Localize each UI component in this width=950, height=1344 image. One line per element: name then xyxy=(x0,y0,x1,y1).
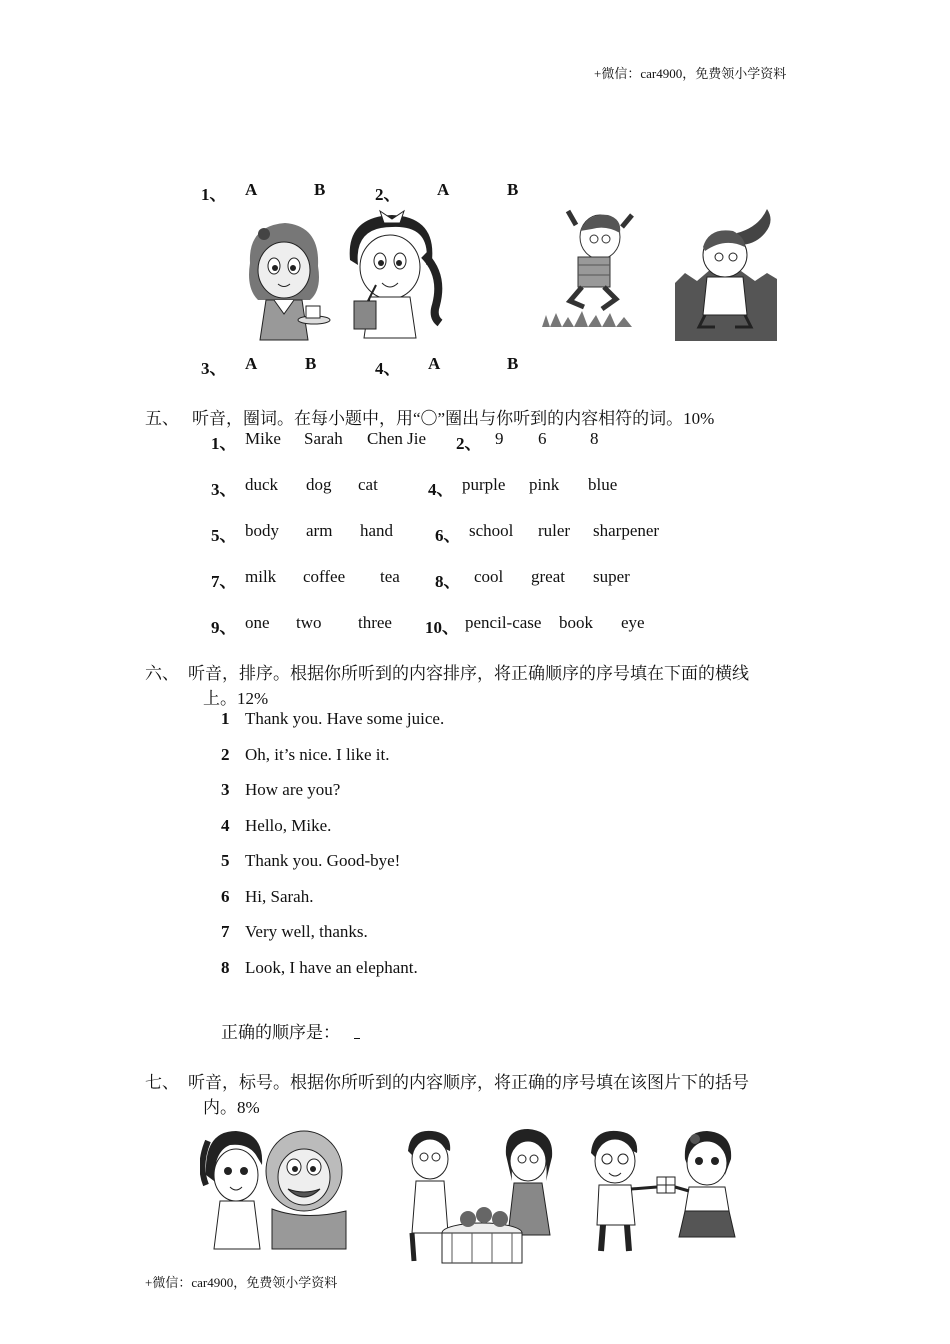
item-number: 2、 xyxy=(456,434,482,453)
word: coffee xyxy=(303,567,346,586)
word: Mike xyxy=(245,429,281,448)
sentence-number: 8 xyxy=(221,958,230,977)
word: eye xyxy=(621,613,645,632)
word: three xyxy=(358,613,392,632)
girl-with-juice-picture xyxy=(340,205,452,340)
section-6-number: 六、 xyxy=(145,664,179,683)
word: tea xyxy=(380,567,400,586)
word: cool xyxy=(474,567,504,586)
section-7-title: 听音，标号。根据你所听到的内容顺序，将正确的序号填在该图片下的括号 xyxy=(188,1073,749,1092)
word: cat xyxy=(358,475,378,494)
option-b: B xyxy=(314,180,326,199)
word: pink xyxy=(529,475,560,494)
sentence-text: Hi, Sarah. xyxy=(245,887,314,906)
item-number: 1、 xyxy=(201,185,227,204)
section-6-title: 听音，排序。根据你所听到的内容排序，将正确顺序的序号填在下面的横线 xyxy=(188,664,749,683)
word: milk xyxy=(245,567,277,586)
word: body xyxy=(245,521,279,540)
answer-order-blank[interactable] xyxy=(354,1038,360,1039)
girl-sitting-picture xyxy=(675,203,777,341)
section-6-title-cont: 上。12% xyxy=(203,689,269,708)
word: Chen Jie xyxy=(367,429,427,448)
item-number: 1、 xyxy=(211,434,237,453)
item-number: 4、 xyxy=(375,359,401,378)
sentence-number: 3 xyxy=(221,780,230,799)
birthday-cake-picture xyxy=(402,1125,562,1265)
option-a: A xyxy=(245,354,258,373)
section-5-number: 五、 xyxy=(145,409,179,428)
item-number: 3、 xyxy=(201,359,227,378)
option-a: A xyxy=(245,180,258,199)
word: purple xyxy=(462,475,506,494)
word: arm xyxy=(306,521,333,540)
word: hand xyxy=(360,521,394,540)
sentence-number: 5 xyxy=(221,851,230,870)
header-note: +微信：car4900，免费领小学资料 xyxy=(594,66,787,81)
option-b: B xyxy=(507,354,519,373)
word: two xyxy=(296,613,322,632)
item-number: 10、 xyxy=(425,618,459,637)
word: 8 xyxy=(590,429,599,448)
sentence-text: How are you? xyxy=(245,780,341,799)
section-7-title-cont: 内。8% xyxy=(203,1098,260,1117)
word: duck xyxy=(245,475,279,494)
item-number: 7、 xyxy=(211,572,237,591)
answer-order-label: 正确的顺序是： xyxy=(221,1023,340,1042)
item-number: 9、 xyxy=(211,618,237,637)
word: blue xyxy=(588,475,618,494)
sentence-number: 4 xyxy=(221,816,230,835)
sentence-number: 1 xyxy=(221,709,230,728)
word: 6 xyxy=(538,429,547,448)
word: dog xyxy=(306,475,332,494)
item-number: 4、 xyxy=(428,480,454,499)
word: school xyxy=(469,521,514,540)
option-b: B xyxy=(305,354,317,373)
sentence-text: Hello, Mike. xyxy=(245,816,332,835)
sentence-number: 6 xyxy=(221,887,230,906)
sentence-text: Look, I have an elephant. xyxy=(245,958,418,977)
item-number: 5、 xyxy=(211,526,237,545)
word: Sarah xyxy=(304,429,343,448)
gift-giving-picture xyxy=(585,1125,750,1253)
section-7-number: 七、 xyxy=(145,1073,179,1092)
word: 9 xyxy=(495,429,504,448)
sentence-text: Oh, it’s nice. I like it. xyxy=(245,745,390,764)
sentence-text: Very well, thanks. xyxy=(245,922,368,941)
boy-jumping-picture xyxy=(538,205,640,330)
sentence-number: 7 xyxy=(221,922,230,941)
option-a: A xyxy=(437,180,450,199)
option-a: A xyxy=(428,354,441,373)
footer-note: +微信：car4900，免费领小学资料 xyxy=(145,1275,338,1290)
word: book xyxy=(559,613,593,632)
item-number: 8、 xyxy=(435,572,461,591)
item-number: 2、 xyxy=(375,185,401,204)
word: pencil-case xyxy=(465,613,542,632)
word: great xyxy=(531,567,565,586)
girl-with-coffee-picture xyxy=(238,218,333,343)
sentence-text: Thank you. Have some juice. xyxy=(245,709,445,728)
word: ruler xyxy=(538,521,571,540)
word: super xyxy=(593,567,630,586)
item-number: 3、 xyxy=(211,480,237,499)
girl-with-lion-picture xyxy=(200,1125,348,1250)
sentence-text: Thank you. Good-bye! xyxy=(245,851,401,870)
word: sharpener xyxy=(593,521,660,540)
sentence-number: 2 xyxy=(221,745,230,764)
section-5-title: 听音，圈词。在每小题中，用“〇”圈出与你听到的内容相符的词。10% xyxy=(192,409,715,428)
item-number: 6、 xyxy=(435,526,461,545)
word: one xyxy=(245,613,270,632)
option-b: B xyxy=(507,180,519,199)
